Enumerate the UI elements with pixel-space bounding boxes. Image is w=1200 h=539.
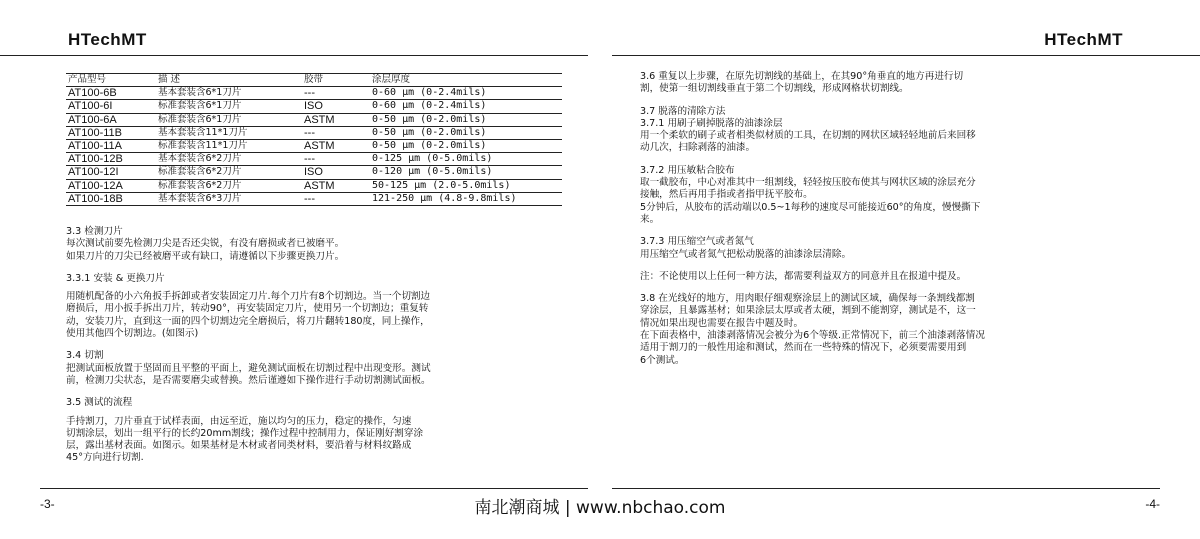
cell-description: 标准套装含6*2刀片 <box>156 166 302 179</box>
table-row <box>66 100 562 113</box>
section-3-7-3-title: 3.7.3 用压缩空气或者氮气 <box>640 236 754 248</box>
table-row <box>66 139 562 152</box>
page-number-left: -3- <box>40 497 55 511</box>
section-3-3-title: 3.3 检测刀片 <box>66 226 123 237</box>
cell-description: 标准套装含6*1刀片 <box>156 100 302 113</box>
table-row <box>66 179 562 192</box>
header-model: 产品型号 <box>66 74 156 87</box>
cell-thickness: 0-50 μm (0-2.0mils) <box>370 139 562 152</box>
paragraph-line: 用随机配备的小六角扳手拆卸或者安装固定刀片.每个刀片有8个切割边。当一个切割边 <box>66 291 431 303</box>
cell-tape: ISO <box>302 100 370 113</box>
cell-model: AT100-6A <box>66 113 156 126</box>
paragraph-line: 动几次，扫除剥落的油漆。 <box>640 142 756 154</box>
table-row <box>66 166 562 179</box>
cell-tape: ASTM <box>302 113 370 126</box>
cell-tape: ASTM <box>302 139 370 152</box>
section-3-7-1-title: 3.7.1 用刷子刷掉脱落的油漆涂层 <box>640 117 783 129</box>
cell-model: AT100-11A <box>66 139 156 152</box>
cell-description: 标准套装含6*1刀片 <box>156 113 302 126</box>
header-rule-right <box>612 55 1200 56</box>
site-watermark: 南北潮商城 | www.nbchao.com <box>474 498 726 518</box>
cell-tape: --- <box>302 126 370 139</box>
cell-tape: --- <box>302 153 370 166</box>
paragraph-line: 取一截胶布，中心对准其中一组割线，轻轻按压胶布使其与网状区域的涂层充分 <box>640 177 976 189</box>
cell-description: 基本套装含6*2刀片 <box>156 153 302 166</box>
cell-thickness: 0-50 μm (0-2.0mils) <box>370 126 562 139</box>
cell-tape: --- <box>302 192 370 205</box>
paragraph-line: 45°方向进行切割. <box>66 452 144 464</box>
page-number-right: -4- <box>1145 497 1160 511</box>
paragraph-line: 手持割刀，刀片垂直于试样表面，由远至近，施以均匀的压力，稳定的操作，匀速 <box>66 415 412 427</box>
footer-rule-left <box>40 488 588 489</box>
paragraph-line: 割，使第一组切割线垂直于第二个切割线，形成网格状切割线。 <box>640 83 909 95</box>
cell-thickness: 0-60 μm (0-2.4mils) <box>370 87 562 100</box>
cell-thickness: 0-60 μm (0-2.4mils) <box>370 100 562 113</box>
cell-model: AT100-11B <box>66 126 156 139</box>
paragraph-line: 如果刀片的刀尖已经被磨平或有缺口，请遵循以下步骤更换刀片。 <box>66 250 345 262</box>
paragraph-line: 5分钟后，从胶布的活动端以0.5~1每秒的速度尽可能接近60°的角度，慢慢撕下 <box>640 201 981 213</box>
product-spec-table <box>66 73 562 206</box>
cell-description: 基本套装含11*1刀片 <box>156 126 302 139</box>
table-header-row <box>66 74 562 87</box>
cell-thickness: 121-250 μm (4.8-9.8mils) <box>370 192 562 205</box>
cell-description: 标准套装含6*2刀片 <box>156 179 302 192</box>
footer-rule-right <box>612 488 1160 489</box>
note-text: 注：不论使用以上任何一种方法，都需要利益双方的同意并且在报道中提及。 <box>640 270 967 282</box>
paragraph-line: 每次测试前要先检测刀尖是否还尖锐，有没有磨损或者已被磨平。 <box>66 238 345 250</box>
right-page-body <box>640 71 1140 367</box>
section-3-7-title: 3.7 脱落的清除方法 <box>640 105 726 117</box>
section-3-4-title: 3.4 切割 <box>66 350 104 362</box>
cell-model: AT100-18B <box>66 192 156 205</box>
header-tape: 胶带 <box>302 74 370 87</box>
left-page-body <box>66 226 572 465</box>
table-row <box>66 87 562 100</box>
cell-description: 基本套装含6*3刀片 <box>156 192 302 205</box>
table-row <box>66 192 562 205</box>
cell-thickness: 50-125 μm (2.0-5.0mils) <box>370 179 562 192</box>
brand-logo-right: HTechMT <box>1044 30 1123 49</box>
paragraph-line: 动，安装刀片，直到这一面的四个切割边完全磨损后，将刀片翻转180度，同上操作， <box>66 315 430 327</box>
paragraph-line: 来。 <box>640 213 660 225</box>
paragraph-line: 在下面表格中，油漆剥落情况会被分为6个等级.正常情况下，前三个油漆剥落情况 <box>640 330 985 342</box>
paragraph-line: 3.6 重复以上步骤，在原先切割线的基础上，在其90°角垂直的地方再进行切 <box>640 71 964 82</box>
paragraph-line: 穿涂层，且暴露基材；如果涂层太厚或者太硬，割到不能割穿，测试是不，这一 <box>640 305 976 317</box>
paragraph-line: 3.8 在光线好的地方，用肉眼仔细观察涂层上的测试区域，确保每一条割线都割 <box>640 293 975 305</box>
cell-model: AT100-12B <box>66 153 156 166</box>
paragraph-line: 用压缩空气或者氮气把松动脱落的油漆涂层清除。 <box>640 248 852 260</box>
header-description: 描 述 <box>156 74 302 87</box>
paragraph-line: 切割涂层，划出一组平行的长约20mm割线；操作过程中控制用力，保证刚好割穿涂 <box>66 427 424 439</box>
paragraph-line: 情况如果出现也需要在报告中题及时。 <box>640 317 804 329</box>
table-row <box>66 113 562 126</box>
cell-thickness: 0-50 μm (0-2.0mils) <box>370 113 562 126</box>
paragraph-line: 6个测试。 <box>640 354 685 366</box>
cell-description: 基本套装含6*1刀片 <box>156 87 302 100</box>
paragraph-line: 把测试面板放置于坚固而且平整的平面上，避免测试面板在切割过程中出现变形。测试 <box>66 362 431 374</box>
paragraph-line: 前，检测刀尖状态，是否需要磨尖或替换。然后谨遵如下操作进行手动切割测试面板。 <box>66 374 431 386</box>
paragraph-line: 适用于割刀的一般性用途和测试，然而在一些特殊的情况下，必须要需要用到 <box>640 342 967 354</box>
table-row <box>66 153 562 166</box>
cell-model: AT100-6B <box>66 87 156 100</box>
header-thickness: 涂层厚度 <box>370 74 562 87</box>
paragraph-line: 使用其他四个切割边。(如图示) <box>66 328 199 340</box>
cell-model: AT100-12I <box>66 166 156 179</box>
section-3-7-2-title: 3.7.2 用压敏粘合胶布 <box>640 164 735 176</box>
cell-thickness: 0-120 μm (0-5.0mils) <box>370 166 562 179</box>
paragraph-line: 用一个柔软的刷子或者相类似材质的工具，在切割的网状区域轻轻地前后来回移 <box>640 130 976 142</box>
section-3-5-title: 3.5 测试的流程 <box>66 397 133 409</box>
cell-thickness: 0-125 μm (0-5.0mils) <box>370 153 562 166</box>
cell-tape: ASTM <box>302 179 370 192</box>
section-3-3-1-title: 3.3.1 安装 & 更换刀片 <box>66 272 165 284</box>
cell-model: AT100-12A <box>66 179 156 192</box>
header-rule-left <box>0 55 588 56</box>
cell-model: AT100-6I <box>66 100 156 113</box>
cell-tape: --- <box>302 87 370 100</box>
cell-tape: ISO <box>302 166 370 179</box>
table-row <box>66 126 562 139</box>
brand-logo-left: HTechMT <box>68 30 147 49</box>
paragraph-line: 层，露出基材表面。如图示。如果基材是木材或者同类材料，要沿着与材料纹路成 <box>66 440 412 452</box>
cell-description: 标准套装含11*1刀片 <box>156 139 302 152</box>
paragraph-line: 接触，然后再用手指或者指甲抚平胶布。 <box>640 189 813 201</box>
paragraph-line: 磨损后，用小扳手拆出刀片，转动90°，再安装固定刀片，使用另一个切割边；重复转 <box>66 303 429 315</box>
